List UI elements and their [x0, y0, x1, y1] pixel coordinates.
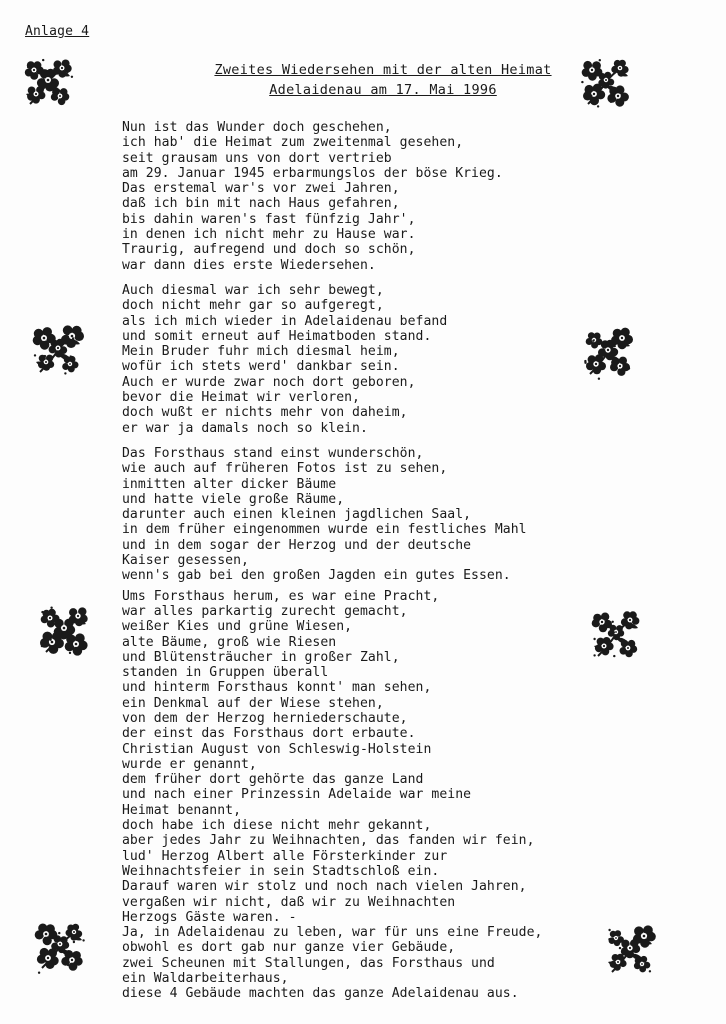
poem-line: Auch er wurde zwar noch dort geboren,	[122, 374, 416, 390]
poem-line: Auch diesmal war ich sehr bewegt,	[122, 282, 384, 298]
poem-title: Zweites Wiedersehen mit der alten Heimat	[214, 62, 552, 78]
poem-line: Heimat benannt,	[122, 802, 241, 818]
poem-line: und hinterm Forsthaus konnt' man sehen,	[122, 680, 432, 696]
poem-line: bevor die Heimat wir verloren,	[122, 390, 360, 406]
poem-line: seit grausam uns von dort vertrieb	[122, 150, 392, 166]
poem-line: alte Bäume, groß wie Riesen	[122, 634, 337, 650]
poem-line: und nach einer Prinzessin Adelaide war meine	[122, 787, 472, 803]
poem-line: in denen ich nicht mehr zu Hause war.	[122, 227, 416, 243]
poem-line: doch wußt er nichts mehr von daheim,	[122, 405, 408, 421]
poem-line: diese 4 Gebäude machten das ganze Adelaidenau aus.	[122, 986, 519, 1002]
poem-line: von dem der Herzog herniederschaute,	[122, 710, 408, 726]
poem-line: ein Denkmal auf der Wiese stehen,	[122, 695, 384, 711]
flower-ornament-icon	[18, 52, 78, 116]
poem-stanza	[122, 446, 702, 584]
poem-line: vergaßen wir nicht, daß wir zu Weihnachten	[122, 894, 456, 910]
poem-line: Christian August von Schleswig-Holstein	[122, 741, 432, 757]
poem-line: zwei Scheunen mit Stallungen, das Forsthaus und	[122, 955, 495, 971]
flower-ornament-icon	[34, 600, 94, 664]
flower-ornament-icon	[28, 320, 88, 384]
poem-stanza	[122, 120, 702, 273]
poem-line: doch habe ich diese nicht mehr gekannt,	[122, 818, 432, 834]
poem-line: Ums Forsthaus herum, es war eine Pracht,	[122, 588, 440, 604]
poem-line: Darauf waren wir stolz und noch nach vielen Jahren,	[122, 879, 527, 895]
poem-line: obwohl es dort gab nur ganze vier Gebäude,	[122, 940, 456, 956]
poem-line: aber jedes Jahr zu Weihnachten, das fanden wir fein,	[122, 833, 535, 849]
poem-line: er war ja damals noch so klein.	[122, 420, 368, 436]
poem-line: lud' Herzog Albert alle Försterkinder zur	[122, 848, 448, 864]
poem-line: dem früher dort gehörte das ganze Land	[122, 772, 424, 788]
poem-line: Herzogs Gäste waren. -	[122, 909, 297, 925]
poem-line: und Blütensträucher in großer Zahl,	[122, 649, 400, 665]
flower-ornament-icon	[586, 604, 646, 668]
poem-line: wofür ich stets werd' dankbar sein.	[122, 359, 400, 375]
poem-line: wenn's gab bei den großen Jagden ein gutes Essen.	[122, 568, 511, 584]
poem-line: ich hab' die Heimat zum zweitenmal gesehen,	[122, 135, 464, 151]
poem-line: Traurig, aufregend und doch so schön,	[122, 242, 416, 258]
poem-line: weißer Kies und grüne Wiesen,	[122, 619, 353, 635]
poem-line: Mein Bruder fuhr mich diesmal heim,	[122, 344, 400, 360]
poem-line: wurde er genannt,	[122, 756, 257, 772]
poem-line: daß ich bin mit nach Haus gefahren,	[122, 196, 400, 212]
poem-line: war alles parkartig zurecht gemacht,	[122, 603, 408, 619]
poem-line: darunter auch einen kleinen jagdlichen Saal,	[122, 507, 472, 523]
poem-line: bis dahin waren's fast fünfzig Jahr',	[122, 211, 416, 227]
poem-line: wie auch auf früheren Fotos ist zu sehen,	[122, 461, 448, 477]
poem-line: war dann dies erste Wiedersehen.	[122, 257, 376, 273]
poem-line: Weihnachtsfeier in sein Stadtschloß ein.	[122, 863, 440, 879]
poem-line: inmitten alter dicker Bäume	[122, 476, 337, 492]
poem-body	[122, 120, 702, 1002]
poem-line: der einst das Forsthaus dort erbaute.	[122, 726, 416, 742]
poem-line: doch nicht mehr gar so aufgeregt,	[122, 298, 384, 314]
poem-line: standen in Gruppen überall	[122, 665, 329, 681]
flower-ornament-icon	[576, 52, 636, 116]
poem-subtitle: Adelaidenau am 17. Mai 1996	[269, 82, 497, 98]
poem-line: Kaiser gesessen,	[122, 553, 249, 569]
poem-line: ein Waldarbeiterhaus,	[122, 971, 289, 987]
poem-line: als ich mich wieder in Adelaidenau befand	[122, 313, 448, 329]
flower-ornament-icon	[600, 920, 660, 984]
poem-line: Ja, in Adelaidenau zu leben, war für uns eine Freude,	[122, 925, 543, 941]
poem-line: am 29. Januar 1945 erbarmungslos der böse Krieg.	[122, 165, 503, 181]
poem-line: Das Forsthaus stand einst wunderschön,	[122, 445, 424, 461]
flower-ornament-icon	[30, 916, 90, 980]
poem-line: und in dem sogar der Herzog und der deutsche	[122, 537, 472, 553]
poem-line: und hatte viele große Räume,	[122, 491, 345, 507]
poem-line: und somit erneut auf Heimatboden stand.	[122, 328, 432, 344]
poem-line: Nun ist das Wunder doch geschehen,	[122, 120, 392, 135]
poem-line: in dem früher eingenommen wurde ein festliches Mahl	[122, 522, 527, 538]
flower-ornament-icon	[578, 322, 638, 386]
poem-line: Das erstemal war's vor zwei Jahren,	[122, 181, 400, 197]
annex-label: Anlage 4	[25, 24, 90, 39]
